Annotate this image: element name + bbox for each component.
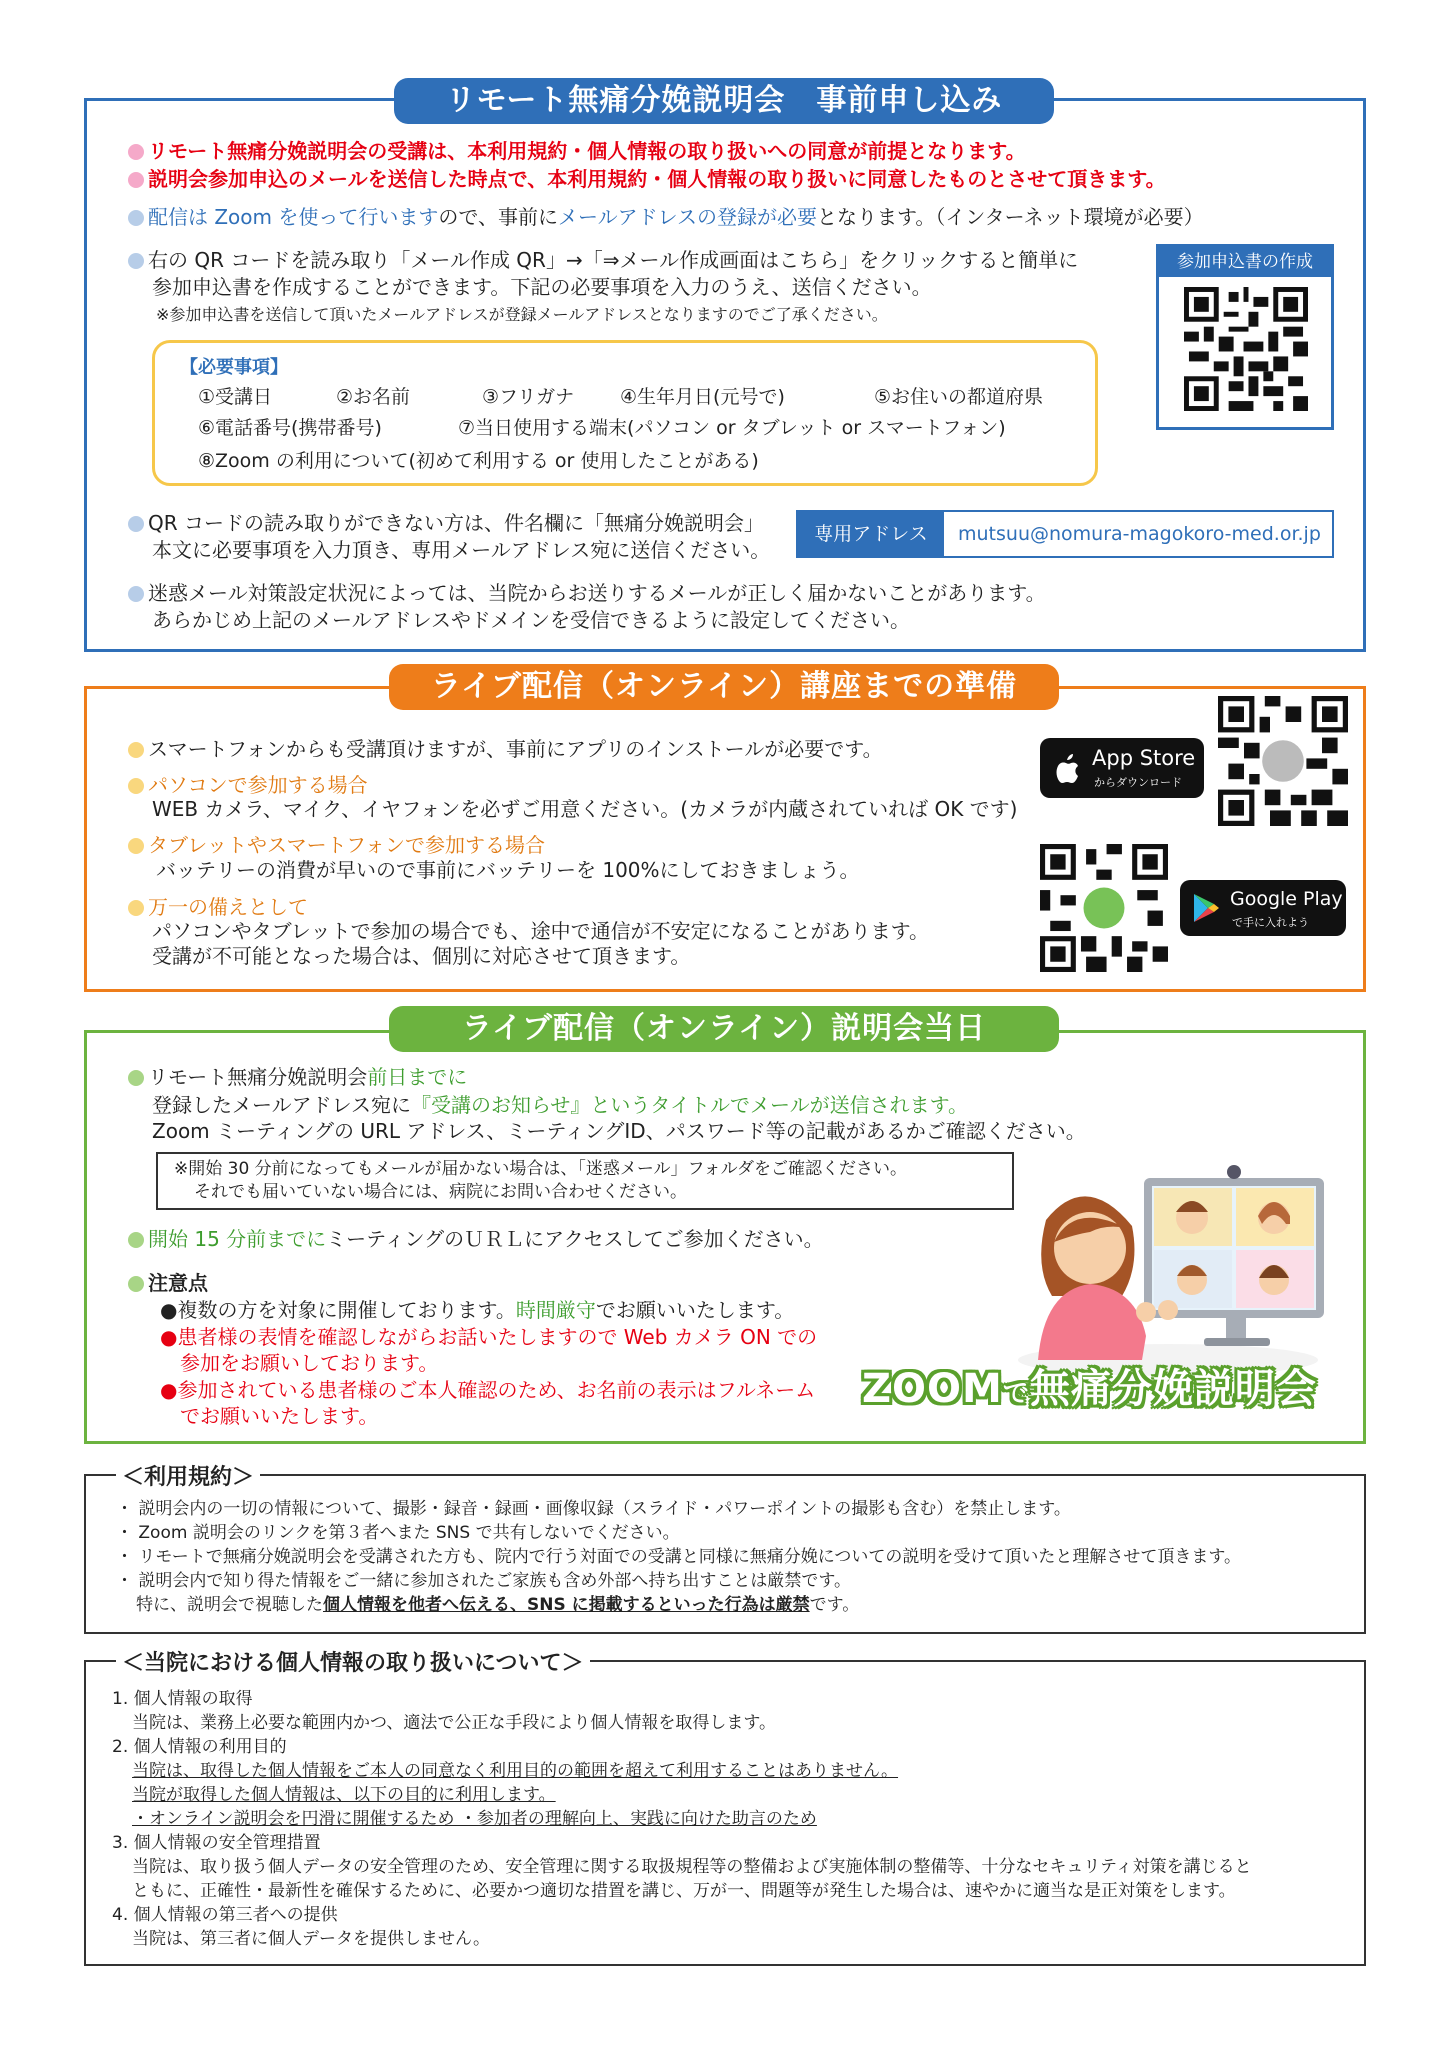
terms-line-emphasis: 特に、説明会で視聴した個人情報を他者へ伝える、SNS に掲載するといった行為は厳禁です。 bbox=[136, 1595, 860, 1615]
app-store-main: App Store bbox=[1092, 746, 1196, 770]
app-store-badge[interactable] bbox=[1040, 738, 1204, 798]
privacy-text-2b: 当院が取得した個人情報は、以下の目的に利用します。 bbox=[132, 1785, 556, 1805]
backup-text-1: パソコンやタブレットで参加の場合でも、途中で通信が不安定になることがあります。 bbox=[152, 919, 929, 943]
pc-title: パソコンで参加する場合 bbox=[128, 772, 368, 799]
application-qr-box bbox=[1156, 244, 1334, 430]
address-label: 専用アドレス bbox=[798, 512, 944, 556]
blue-bullet-icon bbox=[128, 253, 144, 269]
green-bullet-icon bbox=[128, 1070, 144, 1086]
privacy-heading-1: 1. 個人情報の取得 bbox=[112, 1689, 253, 1709]
prep-intro: スマートフォンからも受講頂けますが、事前にアプリのインストールが必要です。 bbox=[128, 736, 883, 763]
privacy-text-3b: ともに、正確性・最新性を確保するために、必要かつ適切な措置を講じ、万が一、問題等が発生した場合は、速やかに適当な是正対策をします。 bbox=[132, 1881, 1236, 1901]
green-bullet-icon bbox=[128, 1232, 144, 1248]
day-before-line-3: Zoom ミーティングの URL アドレス、ミーティングID、パスワード等の記載があるかご確認ください。 bbox=[152, 1119, 1086, 1143]
caution-2-line-1: ●患者様の表情を確認しながらお話いたしますので Web カメラ ON での bbox=[160, 1325, 818, 1349]
google-play-qr-code[interactable] bbox=[1040, 844, 1168, 972]
yellow-bullet-icon bbox=[128, 900, 144, 916]
qr-box-label: 参加申込書の作成 bbox=[1159, 247, 1331, 277]
no-qr-line-2: 本文に必要事項を入力頂き、専用メールアドレス宛に送信ください。 bbox=[152, 538, 771, 562]
zoom-logo-rest: 無痛分娩説明会 bbox=[1029, 1366, 1317, 1412]
yellow-bullet-icon bbox=[128, 742, 144, 758]
google-play-main: Google Play bbox=[1230, 888, 1343, 910]
required-item: ②お名前 bbox=[336, 386, 411, 408]
blue-bullet-icon bbox=[128, 586, 144, 602]
qr-note: ※参加申込書を送信して頂いたメールアドレスが登録メールアドレスとなりますのでご了承ください。 bbox=[156, 305, 888, 324]
privacy-text-2c: ・オンライン説明会を円滑に開催するため ・参加者の理解向上、実践に向けた助言のため bbox=[132, 1809, 817, 1829]
terms-line: ・ 説明会内で知り得た情報をご一緒に参加されたご家族も含め外部へ持ち出すことは厳禁です。 bbox=[116, 1571, 852, 1591]
required-item: ⑥電話番号(携帯番号) bbox=[198, 417, 382, 439]
pc-text: WEB カメラ、マイク、イヤフォンを必ずご用意ください。(カメラが内蔵されていれば OK です) bbox=[152, 797, 1018, 821]
dedicated-address-box bbox=[796, 510, 1334, 558]
no-qr-line-1: QR コードの読み取りができない方は、件名欄に「無痛分娩説明会」 bbox=[128, 510, 764, 537]
caution-3-line-2: でお願いいたします。 bbox=[180, 1404, 379, 1428]
privacy-text-2a: 当院は、取得した個人情報をご本人の同意なく利用目的の範囲を超えて利用することはありません。 bbox=[132, 1761, 899, 1781]
address-value[interactable]: mutsuu@nomura-magokoro-med.or.jp bbox=[958, 523, 1321, 545]
pink-bullet-icon bbox=[128, 144, 144, 160]
terms-title: ＜利用規約＞ bbox=[116, 1460, 260, 1491]
mail-note-2: それでも届いていない場合には、病院にお問い合わせください。 bbox=[194, 1182, 687, 1202]
required-item: ⑧Zoom の利用について(初めて利用する or 使用したことがある) bbox=[198, 450, 759, 472]
privacy-title: ＜当院における個人情報の取り扱いについて＞ bbox=[116, 1646, 590, 1677]
google-play-icon bbox=[1192, 892, 1220, 924]
qr-instruction-2: 参加申込書を作成することができます。下記の必要事項を入力のうえ、送信ください。 bbox=[152, 275, 932, 299]
required-item: ⑤お住いの都道府県 bbox=[874, 386, 1044, 408]
caution-1: ●複数の方を対象に開催しております。時間厳守でお願いいたします。 bbox=[160, 1298, 795, 1322]
google-play-sub: で手に入れよう bbox=[1232, 916, 1309, 929]
required-item: ①受講日 bbox=[198, 386, 273, 408]
pink-bullet-icon bbox=[128, 172, 144, 188]
privacy-text-1: 当院は、業務上必要な範囲内かつ、適法で公正な手段により個人情報を取得します。 bbox=[132, 1713, 776, 1733]
required-item: ④生年月日(元号で) bbox=[620, 386, 785, 408]
section-registration-header: リモート無痛分娩説明会 事前申し込み bbox=[394, 78, 1054, 124]
yellow-bullet-icon bbox=[128, 778, 144, 794]
backup-title: 万一の備えとして bbox=[128, 894, 308, 921]
google-play-badge[interactable] bbox=[1180, 880, 1346, 936]
caution-2-line-2: 参加をお願いしております。 bbox=[180, 1351, 439, 1375]
required-item: ⑦当日使用する端末(パソコン or タブレット or スマートフォン) bbox=[458, 417, 1006, 439]
zoom-seminar-logo bbox=[862, 1364, 1317, 1419]
privacy-heading-3: 3. 個人情報の安全管理措置 bbox=[112, 1833, 321, 1853]
yellow-bullet-icon bbox=[128, 838, 144, 854]
terms-line: ・ リモートで無痛分娩説明会を受講された方も、院内で行う対面での受講と同様に無痛分娩についての説明を受けて頂いたと理解させて頂きます。 bbox=[116, 1547, 1242, 1567]
tablet-title: タブレットやスマートフォンで参加する場合 bbox=[128, 832, 545, 859]
consent-line-2: 説明会参加申込のメールを送信した時点で、本利用規約・個人情報の取り扱いに同意したものとさせて頂きます。 bbox=[128, 166, 1166, 193]
caution-3-line-1: ●参加されている患者様のご本人確認のため、お名前の表示はフルネーム bbox=[160, 1378, 816, 1402]
spam-line-2: あらかじめ上記のメールアドレスやドメインを受信できるように設定してください。 bbox=[152, 608, 910, 632]
day-before-line-1: リモート無痛分娩説明会前日までに bbox=[128, 1064, 467, 1091]
section-preparation-header: ライブ配信（オンライン）講座までの準備 bbox=[389, 664, 1059, 710]
application-qr-code[interactable] bbox=[1184, 287, 1308, 411]
backup-text-2: 受講が不可能となった場合は、個別に対応させて頂きます。 bbox=[152, 944, 691, 968]
privacy-heading-2: 2. 個人情報の利用目的 bbox=[112, 1737, 287, 1757]
required-items-title: 【必要事項】 bbox=[180, 357, 288, 378]
consent-line-1: リモート無痛分娩説明会の受講は、本利用規約・個人情報の取り扱いへの同意が前提となります。 bbox=[128, 138, 1026, 165]
section-event-day-header: ライブ配信（オンライン）説明会当日 bbox=[389, 1006, 1059, 1052]
zoom-logo-de: で bbox=[1002, 1379, 1030, 1409]
qr-instruction-1: 右の QR コードを読み取り「メール作成 QR」→「⇒メール作成画面はこちら」をクリックすると簡単に bbox=[128, 247, 1078, 274]
app-store-qr-code[interactable] bbox=[1218, 696, 1348, 826]
blue-bullet-icon bbox=[128, 210, 144, 226]
terms-line: ・ Zoom 説明会のリンクを第３者へまた SNS で共有しないでください。 bbox=[116, 1523, 680, 1543]
privacy-text-4: 当院は、第三者に個人データを提供しません。 bbox=[132, 1929, 491, 1949]
spam-line-1: 迷惑メール対策設定状況によっては、当院からお送りするメールが正しく届かないことがあります。 bbox=[128, 580, 1046, 607]
mail-note-1: ※開始 30 分前になってもメールが届かない場合は、「迷惑メール」フォルダをご確認ください。 bbox=[174, 1159, 907, 1179]
app-store-sub: からダウンロード bbox=[1094, 776, 1182, 789]
zoom-logo-text: ZOOM bbox=[862, 1366, 1003, 1412]
caution-title: 注意点 bbox=[128, 1270, 208, 1297]
tablet-text: バッテリーの消費が早いので事前にバッテリーを 100%にしておきましょう。 bbox=[156, 858, 860, 882]
access-line: 開始 15 分前までにミーティングのＵＲＬにアクセスしてご参加ください。 bbox=[128, 1226, 824, 1253]
day-before-line-2: 登録したメールアドレス宛に『受講のお知らせ』というタイトルでメールが送信されます。 bbox=[152, 1093, 968, 1117]
privacy-heading-4: 4. 個人情報の第三者への提供 bbox=[112, 1905, 338, 1925]
privacy-text-3a: 当院は、取り扱う個人データの安全管理のため、安全管理に関する取扱規程等の整備および実施体制の整備等、十分なセキュリティ対策を講じると bbox=[132, 1857, 1252, 1877]
online-meeting-illustration bbox=[1018, 1160, 1338, 1380]
zoom-info: 配信は Zoom を使って行いますので、事前にメールアドレスの登録が必要となります。（インターネット環境が必要） bbox=[128, 204, 1204, 231]
apple-icon bbox=[1052, 750, 1082, 786]
blue-bullet-icon bbox=[128, 516, 144, 532]
required-item: ③フリガナ bbox=[482, 386, 575, 408]
green-bullet-icon bbox=[128, 1276, 144, 1292]
terms-line: ・ 説明会内の一切の情報について、撮影・録音・録画・画像収録（スライド・パワーポイントの撮影も含む）を禁止します。 bbox=[116, 1499, 1071, 1519]
